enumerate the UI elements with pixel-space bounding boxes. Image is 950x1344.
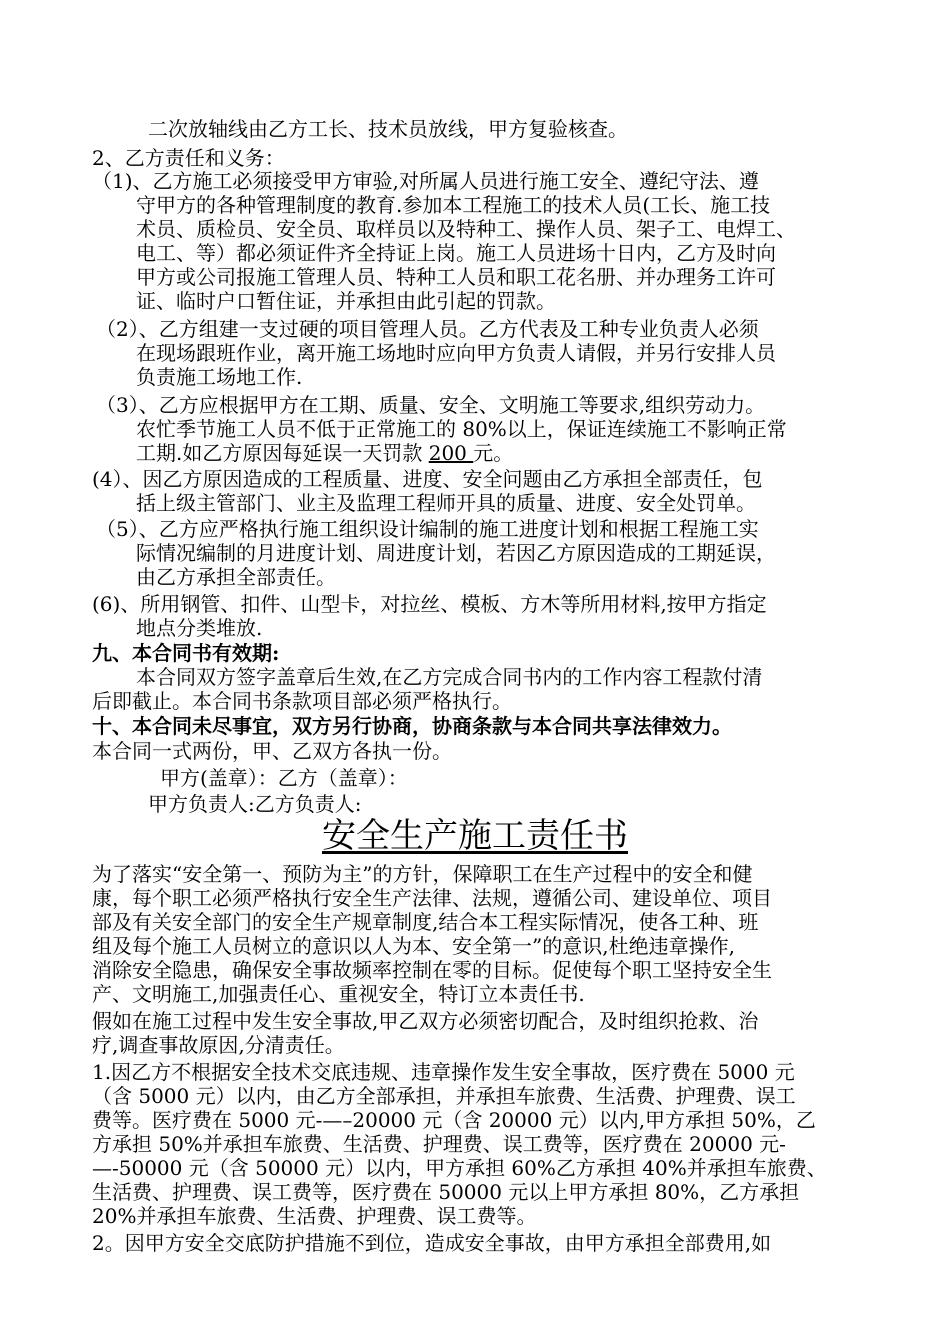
paragraph-line: 为了落实“安全第一、预防为主”的方针，保障职工在生产过程中的安全和健	[92, 862, 753, 886]
clause-2-line: （2）、乙方组建一支过硬的项目管理人员。乙方代表及工种专业负责人必须	[96, 317, 759, 341]
signatory-line: 甲方负责人:乙方负责人:	[148, 792, 362, 816]
paragraph-line: 产、文明施工,加强责任心、重视安全，特订立本责任书.	[92, 982, 585, 1006]
paragraph-line: 疗,调查事故原因,分清责任。	[92, 1033, 345, 1057]
clause-6-line: (6)、所用钢管、扣件、山型卡，对拉丝、模板、方木等所用材料,按甲方指定	[92, 592, 767, 616]
section-heading-ten: 十、本合同未尽事宜，双方另行协商，协商条款与本合同共享法律效力。	[92, 714, 732, 738]
clause-3-line: （3）、乙方应根据甲方在工期、质量、安全、文明施工等要求,组织劳动力。	[96, 393, 766, 417]
clause-3-text: 元。	[473, 441, 514, 465]
clause-5-line: （5）、乙方应严格执行施工组织设计编制的施工进度计划和根据工程施工实	[96, 517, 759, 541]
clause-4-line: (4）、因乙方原因造成的工程质量、进度、安全问题由乙方承担全部责任，包	[92, 467, 763, 491]
clause-5-line: 由乙方承担全部责任。	[136, 565, 336, 589]
paragraph-line: 本合同一式两份，甲、乙双方各执一份。	[92, 739, 452, 763]
clause-5-line: 际情况编制的月进度计划、周进度计划，若因乙方原因造成的工期延误，	[136, 541, 776, 565]
item-1-line: 1.因乙方不根据安全技术交底违规、违章操作发生安全事故，医疗费在 5000 元	[92, 1060, 795, 1084]
item-1-line: 费等。医疗费在 5000 元-—–20000 元（含 20000 元）以内,甲方承担 50%，乙	[92, 1108, 816, 1132]
penalty-amount: 200	[428, 441, 474, 465]
paragraph-line: 康，每个职工必须严格执行安全生产法律、法规，遵循公司、建设单位、项目	[92, 886, 772, 910]
paragraph-line: 假如在施工过程中发生安全事故,甲乙双方必须密切配合，及时组织抢救、治	[92, 1009, 759, 1033]
section-heading-nine: 九、本合同书有效期:	[92, 641, 280, 665]
item-1-line: 20%并承担车旅费、生活费、护理费、误工费等。	[92, 1204, 537, 1228]
paragraph-line: 后即截止。本合同书条款项目部必须严格执行。	[92, 689, 512, 713]
clause-1-line: 证、临时户口暂住证，并承担由此引起的罚款。	[136, 289, 556, 313]
paragraph-line: 本合同双方签字盖章后生效,在乙方完成合同书内的工作内容工程款付清	[136, 665, 763, 689]
clause-4-line: 括上级主管部门、业主及监理工程师开具的质量、进度、安全处罚单。	[136, 491, 756, 515]
seal-line: 甲方(盖章）：乙方（盖章）：	[160, 766, 408, 790]
clause-3-text: 工期.如乙方原因每延误一天罚款	[136, 441, 429, 465]
item-1-line: —-50000 元（含 50000 元）以内，甲方承担 60%乙方承担 40%并承担车旅费、	[92, 1156, 827, 1180]
clause-1-line: （1)、乙方施工必须接受甲方审验,对所属人员进行施工安全、遵纪守法、遵	[92, 169, 759, 193]
paragraph-line: 组及每个施工人员树立的意识以人为本、安全第一”的意识,杜绝违章操作,	[92, 934, 735, 958]
paragraph-line: 消除安全隐患，确保安全事故频率控制在零的目标。促使每个职工坚持安全生	[92, 958, 772, 982]
clause-3-line: 农忙季节施工人员不低于正常施工的 80%以上，保证连续施工不影响正常	[136, 417, 787, 441]
clause-1-line: 守甲方的各种管理制度的教育.参加本工程施工的技术人员(工长、施工技	[136, 193, 771, 217]
item-2-line: 2。因甲方安全交底防护措施不到位，造成安全事故，由甲方承担全部费用,如	[92, 1231, 772, 1255]
clause-3-line	[136, 441, 513, 465]
section-heading: 2、乙方责任和义务：	[92, 146, 285, 170]
clause-1-line: 甲方或公司报施工管理人员、特种工人员和职工花名册、并办理务工许可	[136, 265, 776, 289]
item-1-line: 生活费、护理费、误工费等，医疗费在 50000 元以上甲方承担 80%，乙方承担	[92, 1180, 800, 1204]
paragraph-line: 二次放轴线由乙方工长、技术员放线，甲方复验核查。	[148, 117, 628, 141]
clause-1-line: 术员、质检员、安全员、取样员以及特种工、操作人员、架子工、电焊工、	[136, 217, 796, 241]
clause-2-line: 负责施工场地工作.	[136, 365, 303, 389]
document-title: 安全生产施工责任书	[322, 816, 628, 856]
item-1-line: 方承担 50%并承担车旅费、生活费、护理费、误工费等，医疗费在 20000 元-	[92, 1132, 786, 1156]
item-1-line: （含 5000 元）以内，由乙方全部承担，并承担车旅费、生活费、护理费、误工	[92, 1084, 796, 1108]
paragraph-line: 部及有关安全部门的安全生产规章制度,结合本工程实际情况，使各工种、班	[92, 910, 759, 934]
clause-6-line: 地点分类堆放.	[136, 616, 263, 640]
clause-1-line: 电工、等）都必须证件齐全持证上岗。施工人员进场十日内，乙方及时向	[136, 241, 776, 265]
clause-2-line: 在现场跟班作业，离开施工场地时应向甲方负责人请假，并另行安排人员	[136, 341, 776, 365]
